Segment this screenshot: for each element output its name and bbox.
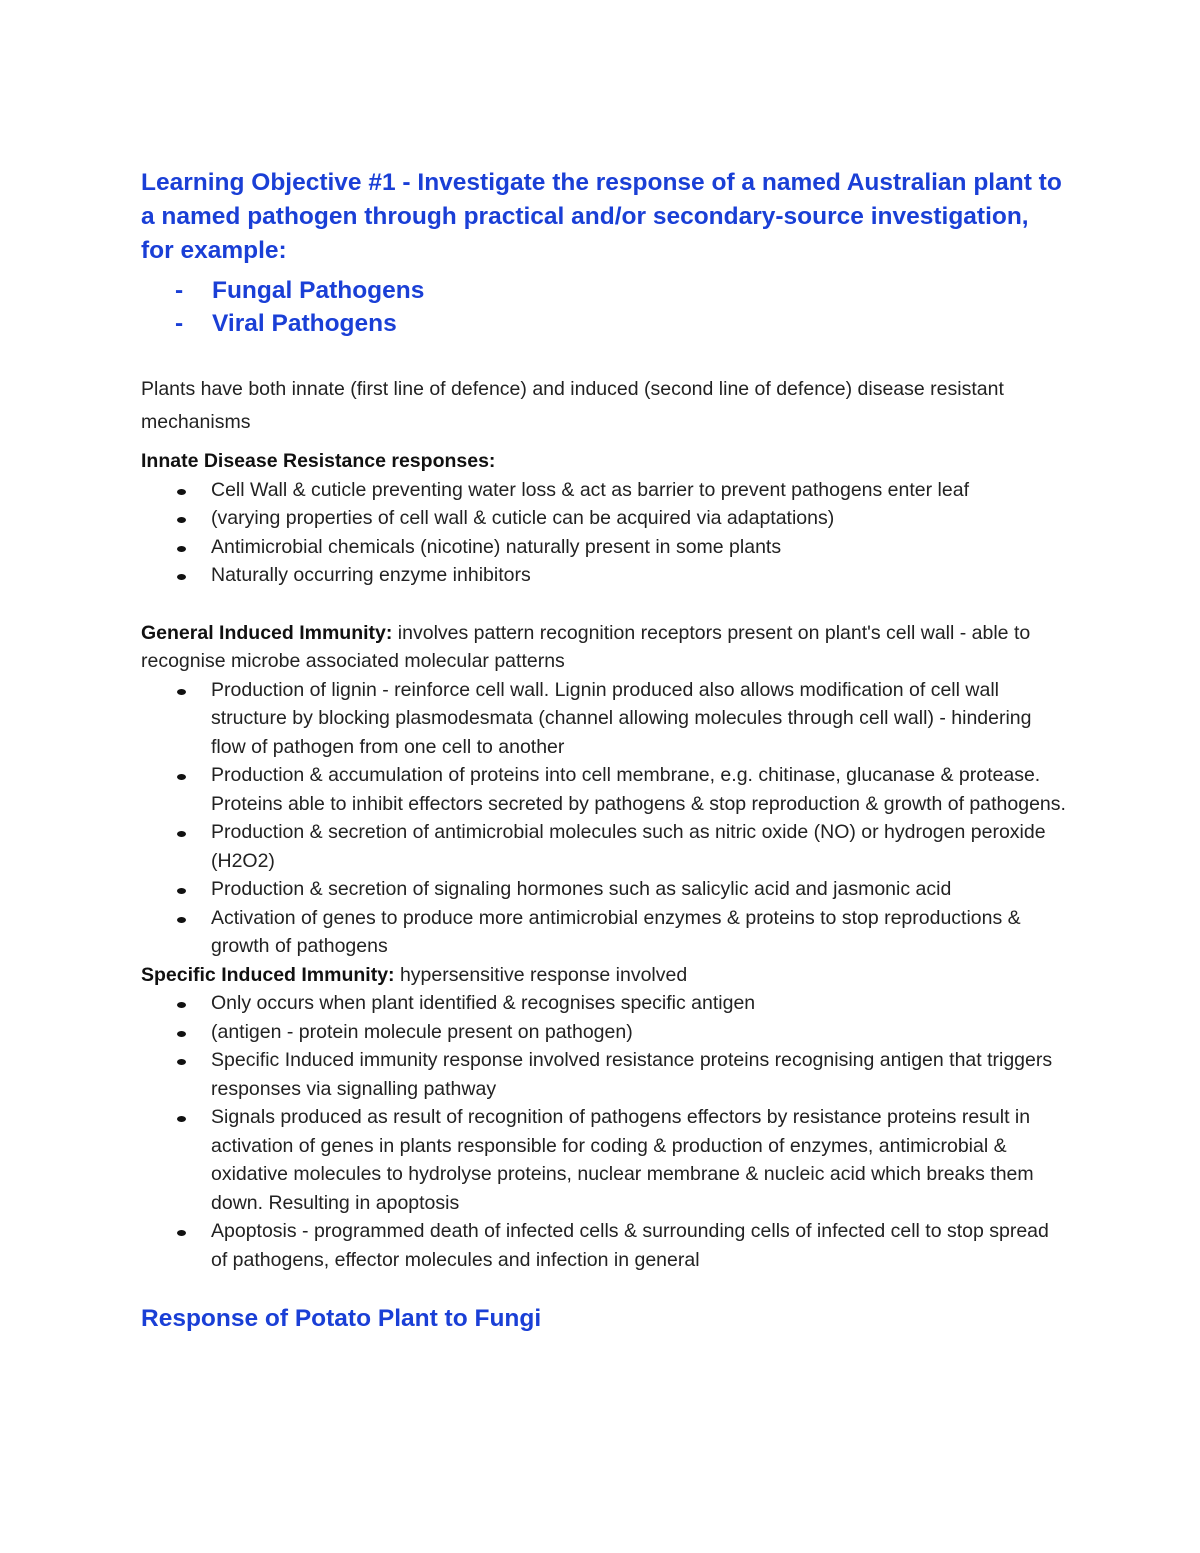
bullet-dot-icon	[177, 1002, 186, 1008]
specific-immunity-paragraph	[141, 961, 1066, 990]
bullet-dot-icon	[177, 517, 186, 523]
innate-resistance-list	[141, 476, 1066, 590]
general-immunity-list	[141, 676, 1066, 961]
innate-resistance-label: Innate Disease Resistance responses:	[141, 450, 496, 472]
pathogen-type-item	[141, 274, 1066, 307]
list-item: (varying properties of cell wall & cuticle can be acquired via adaptations)	[141, 504, 1066, 533]
list-item: Apoptosis - programmed death of infected cells & surrounding cells of infected cell to stop spread of pathogens, effector molecules and infection in general	[141, 1217, 1066, 1274]
bullet-dot-icon	[177, 831, 186, 837]
general-immunity-paragraph	[141, 619, 1066, 676]
general-immunity-label: General Induced Immunity:	[141, 621, 393, 644]
list-item: Cell Wall & cuticle preventing water loss & act as barrier to prevent pathogens enter leaf	[141, 476, 1066, 505]
document-page	[141, 166, 1066, 1336]
dash-marker: -	[175, 277, 184, 304]
bullet-dot-icon	[177, 1230, 186, 1236]
pathogen-type-label: Viral Pathogens	[212, 310, 397, 337]
dash-marker: -	[175, 310, 184, 337]
list-item: Naturally occurring enzyme inhibitors	[141, 561, 1066, 590]
pathogen-type-label: Fungal Pathogens	[212, 277, 425, 304]
list-item: Antimicrobial chemicals (nicotine) naturally present in some plants	[141, 533, 1066, 562]
bullet-dot-icon	[177, 489, 186, 495]
list-item: Production & accumulation of proteins into cell membrane, e.g. chitinase, glucanase & protease. Proteins able to inhibit effectors secreted by pathogens & stop reproduction & growth of pathogens.	[141, 761, 1066, 818]
list-item: Signals produced as result of recognition of pathogens effectors by resistance proteins result in activation of genes in plants responsible for coding & production of enzymes, antimicrobial & oxidative molecules to hydrolyse proteins, nuclear membrane & nucleic acid which breaks them down. Resulting in apoptosis	[141, 1103, 1066, 1217]
pathogen-type-list	[141, 274, 1066, 340]
bullet-dot-icon	[177, 574, 186, 580]
list-item: Activation of genes to produce more antimicrobial enzymes & proteins to stop reproductions & growth of pathogens	[141, 904, 1066, 961]
bullet-dot-icon	[177, 1059, 186, 1065]
bullet-dot-icon	[177, 689, 186, 695]
specific-immunity-list	[141, 989, 1066, 1274]
bullet-dot-icon	[177, 546, 186, 552]
bullet-dot-icon	[177, 888, 186, 894]
list-item: Production of lignin - reinforce cell wall. Lignin produced also allows modification of cell wall structure by blocking plasmodesmata (channel allowing molecules through cell wall) - hindering flow of pathogen from one cell to another	[141, 676, 1066, 762]
bullet-dot-icon	[177, 1116, 186, 1122]
list-item: (antigen - protein molecule present on pathogen)	[141, 1018, 1066, 1047]
pathogen-type-item	[141, 307, 1066, 340]
innate-resistance-title	[141, 447, 1066, 476]
bullet-dot-icon	[177, 774, 186, 780]
intro-paragraph: Plants have both innate (first line of defence) and induced (second line of defence) disease resistant mechanisms	[141, 378, 1004, 433]
bullet-dot-icon	[177, 1031, 186, 1037]
general-immunity-text: involves pattern recognition receptors present on plant's cell wall - able to recognise microbe associated molecular patterns	[141, 621, 1031, 672]
list-item: Specific Induced immunity response involved resistance proteins recognising antigen that triggers responses via signalling pathway	[141, 1046, 1066, 1103]
specific-immunity-label: Specific Induced Immunity:	[141, 963, 395, 986]
potato-fungi-heading: Response of Potato Plant to Fungi	[141, 1305, 542, 1332]
specific-immunity-text: hypersensitive response involved	[394, 963, 688, 986]
list-item: Only occurs when plant identified & recognises specific antigen	[141, 989, 1066, 1018]
list-item: Production & secretion of antimicrobial molecules such as nitric oxide (NO) or hydrogen peroxide (H2O2)	[141, 818, 1066, 875]
list-item: Production & secretion of signaling hormones such as salicylic acid and jasmonic acid	[141, 875, 1066, 904]
bullet-dot-icon	[177, 917, 186, 923]
learning-objective-heading: Learning Objective #1 - Investigate the response of a named Australian plant to a named pathogen through practical and/or secondary-source investigation, for example:	[141, 169, 1062, 264]
